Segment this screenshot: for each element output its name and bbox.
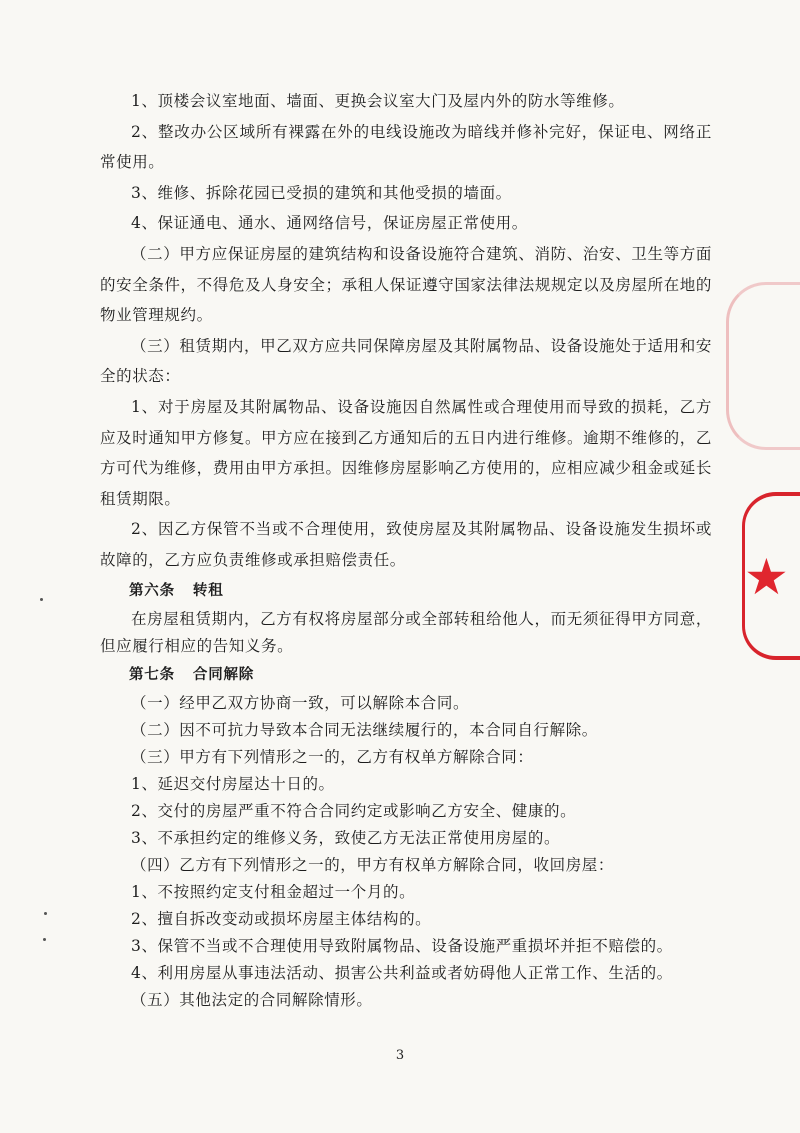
paragraph-repair-4: 4、保证通电、通水、通网络信号，保证房屋正常使用。 xyxy=(131,214,528,233)
article-7-item: 2、擅自拆改变动或损坏房屋主体结构的。 xyxy=(131,909,432,928)
article-7-item: 4、利用房屋从事违法活动、损害公共利益或者妨碍他人正常工作、生活的。 xyxy=(131,963,673,982)
paragraph-repair-3: 3、维修、拆除花园已受损的建筑和其他受损的墙面。 xyxy=(131,183,512,202)
paragraph-wear-repair: 1、对于房屋及其附属物品、设备设施因自然属性或合理使用而导致的损耗，乙方应及时通知甲方修复。甲方应在接到乙方通知后的五日内进行维修。逾期不维修的，乙方可代为维修，费用由甲方承担。因维修房屋影响乙方使用的，应相应减少租金或延长租赁期限。 xyxy=(100,397,712,508)
article-6-text: 在房屋租赁期内，乙方有权将房屋部分或全部转租给他人，而无须征得甲方同意，但应履行相应的告知义务。 xyxy=(100,609,712,655)
article-6-title: 转租 xyxy=(192,582,224,599)
article-7-item: 1、不按照约定支付租金超过一个月的。 xyxy=(131,882,416,901)
paragraph-maintenance-clause: （三）租赁期内，甲乙双方应共同保障房屋及其附属物品、设备设施处于适用和安全的状态： xyxy=(100,336,712,386)
article-7-item: 2、交付的房屋严重不符合合同约定或影响乙方安全、健康的。 xyxy=(131,801,577,820)
article-7-item: 3、不承担约定的维修义务，致使乙方无法正常使用房屋的。 xyxy=(131,828,561,847)
scan-speck xyxy=(43,938,46,941)
article-6-heading xyxy=(100,576,712,606)
article-7-item: （一）经甲乙双方协商一致，可以解除本合同。 xyxy=(131,693,470,712)
article-7-item: 1、延迟交付房屋达十日的。 xyxy=(131,774,335,793)
paragraph-repair-1: 1、顶楼会议室地面、墙面、更换会议室大门及屋内外的防水等维修。 xyxy=(131,92,625,110)
article-7-item: （三）甲方有下列情形之一的，乙方有权单方解除合同： xyxy=(131,747,534,766)
scan-speck xyxy=(40,598,43,601)
page-number: 3 xyxy=(395,1048,405,1063)
article-7-item: 3、保管不当或不合理使用导致附属物品、设备设施严重损坏并拒不赔偿的。 xyxy=(131,936,673,955)
article-7-heading xyxy=(100,660,712,690)
seal-star-icon: ★ xyxy=(744,548,789,606)
article-6-number: 第六条 xyxy=(129,582,175,599)
article-7-item: （四）乙方有下列情形之一的，甲方有权单方解除合同，收回房屋： xyxy=(131,855,615,874)
paragraph-damage-liability: 2、因乙方保管不当或不合理使用，致使房屋及其附属物品、设备设施发生损坏或故障的，乙方应负责维修或承担赔偿责任。 xyxy=(100,520,712,569)
article-7-item: （二）因不可抗力导致本合同无法继续履行的，本合同自行解除。 xyxy=(131,720,598,739)
paragraph-repair-2: 2、整改办公区域所有裸露在外的电线设施改为暗线并修补完好，保证电、网络正常使用。 xyxy=(100,122,712,172)
document-body xyxy=(100,86,712,1014)
article-7-number: 第七条 xyxy=(129,666,175,683)
article-7-item: （五）其他法定的合同解除情形。 xyxy=(131,990,373,1009)
scan-speck xyxy=(44,912,47,915)
paragraph-safety-clause: （二）甲方应保证房屋的建筑结构和设备设施符合建筑、消防、治安、卫生等方面的安全条件，不得危及人身安全；承租人保证遵守国家法律法规规定以及房屋所在地的物业管理规约。 xyxy=(100,244,712,325)
article-7-title: 合同解除 xyxy=(192,666,255,683)
seal-fragment-faded xyxy=(726,282,800,450)
